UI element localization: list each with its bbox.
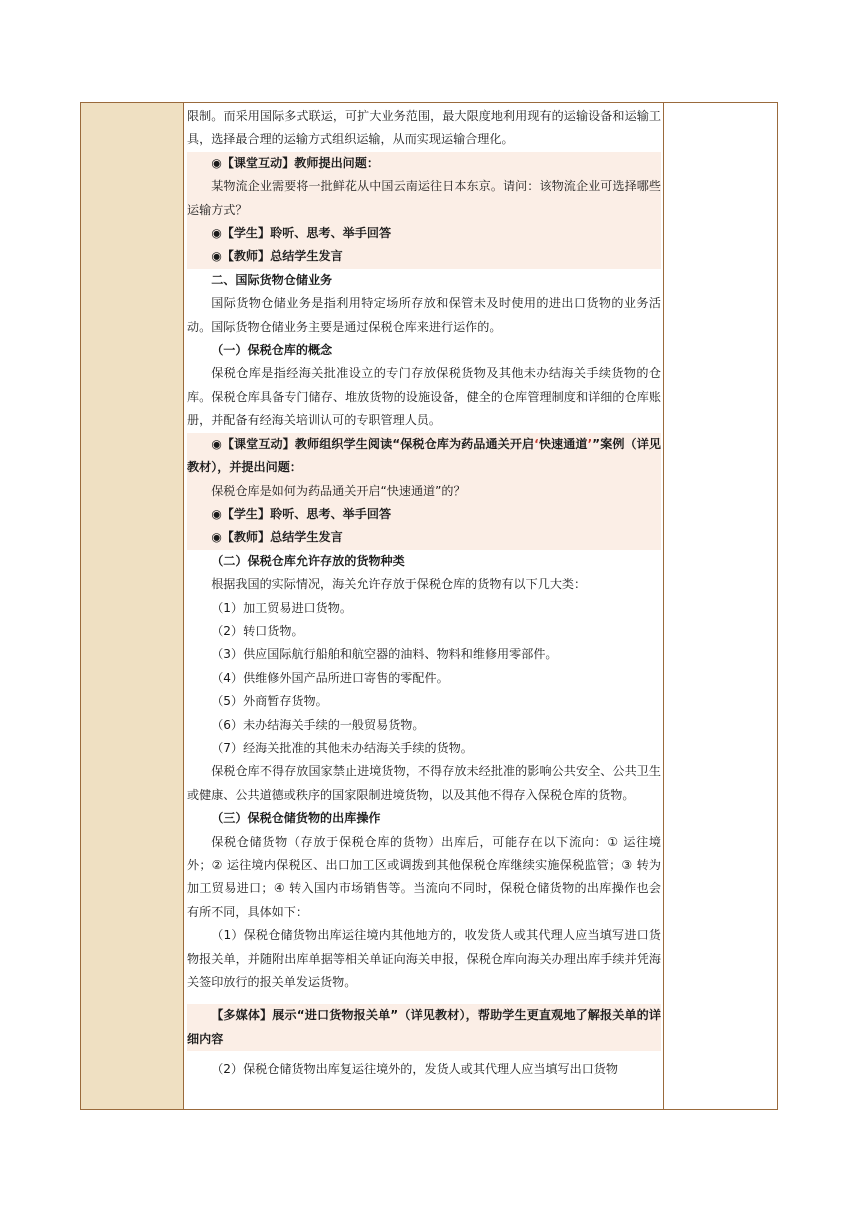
multimedia-note: 【多媒体】展示“进口货物报关单”（详见教材），帮助学生更直观地了解报关单的详细内容 xyxy=(187,1008,661,1046)
lesson-table xyxy=(80,102,778,1110)
paragraph: 国际货物仓储业务是指利用特定场所存放和保管未及时使用的进出口货物的业务活动。国际货物仓储业务主要是通过保税仓库来进行运作的。 xyxy=(187,296,661,334)
right-column xyxy=(663,103,777,1109)
paragraph: （1）保税仓储货物出库运往境内其他地方的，收发货人或其代理人应当填写进口货物报关单，并随附出库单据等相关单证向海关申报，保税仓库向海关办理出库手续并凭海关签印放行的报关单发运货物。 xyxy=(187,928,661,990)
paragraph: 限制。而采用国际多式联运，可扩大业务范围，最大限度地利用现有的运输设备和运输工具，选择最合理的运输方式组织运输，从而实现运输合理化。 xyxy=(187,109,661,147)
interaction-heading: ◉【课堂互动】教师提出问题： xyxy=(211,155,379,170)
list-item: （7）经海关批准的其他未办结海关手续的货物。 xyxy=(211,740,473,755)
interaction-heading xyxy=(187,433,661,480)
list-item: （6）未办结海关手续的一般贸易货物。 xyxy=(211,717,425,732)
list-item: （4）供维修外国产品所进口寄售的零配件。 xyxy=(211,670,449,685)
paragraph: 根据我国的实际情况，海关允许存放于保税仓库的货物有以下几大类： xyxy=(211,577,587,592)
teacher-activity: ◉【教师】总结学生发言 xyxy=(211,249,343,264)
interaction-heading-part1: ◉【课堂互动】教师组织学生阅读“保税仓库为药品通关开启 xyxy=(211,436,535,451)
subsection-heading: （三）保税仓储货物的出库操作 xyxy=(211,811,381,826)
classroom-interaction-block xyxy=(187,433,661,550)
list-item: （5）外商暂存货物。 xyxy=(211,694,328,709)
student-activity: ◉【学生】聆听、思考、举手回答 xyxy=(211,226,392,241)
subsection-heading: （二）保税仓库允许存放的货物种类 xyxy=(211,553,405,568)
multimedia-block xyxy=(187,1004,661,1051)
student-activity: ◉【学生】聆听、思考、举手回答 xyxy=(211,506,392,521)
left-column xyxy=(81,103,184,1109)
paragraph: 保税仓储货物（存放于保税仓库的货物）出库后，可能存在以下流向：① 运往境外；② 运往境内保税区、出口加工区或调拨到其他保税仓库继续实施保税监管；③ 转为加工贸易进口；④ 转入国内市场销售等。当流向不同时，保税仓储货物的出库操作也会有所不同，具体如下： xyxy=(187,834,661,919)
section-heading: 二、国际货物仓储业务 xyxy=(211,272,333,287)
teacher-activity: ◉【教师】总结学生发言 xyxy=(211,530,343,545)
classroom-interaction-block xyxy=(187,152,661,269)
paragraph: （2）保税仓储货物出库复运往境外的，发货人或其代理人应当填写出口货物 xyxy=(211,1062,618,1077)
interaction-question: 保税仓库是如何为药品通关开启“快速通道”的？ xyxy=(211,483,466,498)
spacer xyxy=(187,1051,661,1058)
interaction-question: 某物流企业需要将一批鲜花从中国云南运往日本东京。请问：该物流企业可选择哪些运输方式？ xyxy=(187,179,661,217)
subsection-heading: （一）保税仓库的概念 xyxy=(211,343,333,358)
quote-word: 快速通道 xyxy=(538,436,588,451)
quote-mark: ‘ xyxy=(534,436,539,451)
content-cell xyxy=(187,105,661,1082)
paragraph: 保税仓库不得存放国家禁止进境货物，不得存放未经批准的影响公共安全、公共卫生或健康、公共道德或秩序的国家限制进境货物，以及其他不得存入保税仓库的货物。 xyxy=(187,764,661,802)
list-item: （2）转口货物。 xyxy=(211,623,304,638)
quote-mark: ’ xyxy=(587,436,593,451)
list-item: （1）加工贸易进口货物。 xyxy=(211,600,352,615)
spacer xyxy=(187,994,661,1004)
paragraph: 保税仓库是指经海关批准设立的专门存放保税货物及其他未办结海关手续货物的仓库。保税仓库具备专门储存、堆放货物的设施设备，健全的仓库管理制度和详细的仓库账册，并配备有经海关培训认可的专职管理人员。 xyxy=(187,366,661,428)
list-item: （3）供应国际航行船舶和航空器的油料、物料和维修用零部件。 xyxy=(211,647,558,662)
interaction-heading-part2: ”案例（详见教材），并提出问题： xyxy=(187,436,661,475)
